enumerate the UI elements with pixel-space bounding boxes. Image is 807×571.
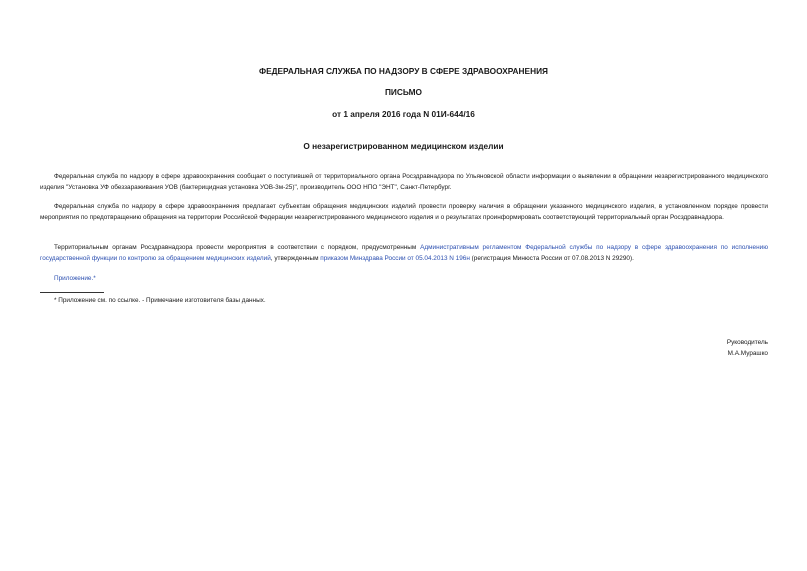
paragraph-3-text-before: Территориальным органам Росздравнадзора провести мероприятия в соответствии с порядком, предусмотренным <box>54 244 421 251</box>
footnote-divider <box>40 292 104 293</box>
paragraph-3-text-after: (регистрация Минюста России от 07.08.2013 N 29290). <box>469 254 634 262</box>
signature-block <box>727 338 768 359</box>
body-paragraph-2: Федеральная служба по надзору в сфере здравоохранения предлагает субъектам обращения медицинских изделий провести проверку наличия в обращении указанного медицинского изделия, в установленном порядке провести мероприятия по предотвращению обращения на территории Российской Федерации незарегистрированного медицинского изделия и о результатах проинформировать соответствующий территориальный орган Росздравнадзора. <box>40 203 768 221</box>
paragraph-3-text-middle: , утвержденным <box>270 254 321 262</box>
footnote-text: * Приложение см. по ссылке. - Примечание изготовителя базы данных. <box>54 297 266 304</box>
signature-position: Руководитель <box>726 339 768 346</box>
order-link[interactable]: приказом Минздрава России от 05.04.2013 N 196н <box>320 254 470 262</box>
document-subject: О незарегистрированном медицинском изделии <box>303 141 504 151</box>
body-paragraph-3 <box>40 243 768 264</box>
regulation-link[interactable]: Административным регламентом Федеральной службы по надзору в сфере здравоохранения по исполнению государственной функции по контролю за обращением медицинских изделий <box>40 244 768 262</box>
signature-name: М.А.Мурашко <box>727 349 768 357</box>
agency-title: ФЕДЕРАЛЬНАЯ СЛУЖБА ПО НАДЗОРУ В СФЕРЕ ЗДРАВООХРАНЕНИЯ <box>259 66 548 76</box>
body-paragraph-1: Федеральная служба по надзору в сфере здравоохранения сообщает о поступившей от территориального органа Росздравнадзора по Ульяновской области информации о выявлении в обращении незарегистрированного медицинского изделия "Установка УФ обеззараживания УОВ (бактерицидная установка УОВ-3м-25)", производитель ООО НПО "ЭНТ", Санкт-Петербург. <box>40 173 768 191</box>
appendix-link[interactable]: Приложение.* <box>54 275 96 282</box>
document-type: ПИСЬМО <box>384 87 423 97</box>
document-date-number: от 1 апреля 2016 года N 01И-644/16 <box>332 109 475 119</box>
